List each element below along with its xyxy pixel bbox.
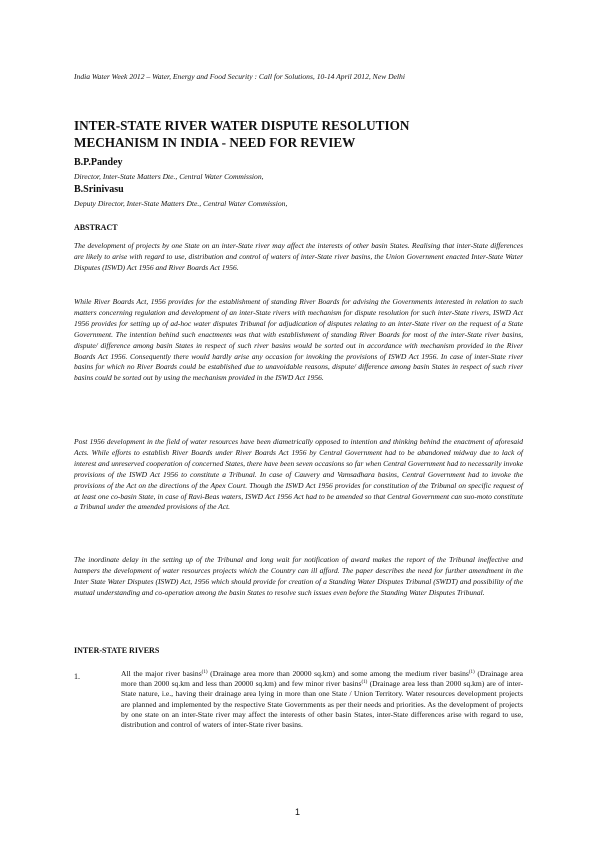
footnote-ref-2: (1)	[468, 670, 475, 675]
abstract-paragraph-2: While River Boards Act, 1956 provides for the establishment of standing River Boards for advising the Governments interested in relation to such matters concerning regulation and development of an inter-State rivers with mechanism for dispute resolution for such inter-State rivers, ISWD Act 1956 provides for setting up of ad-hoc water disputes Tribunal for adjudication of disputes relating to an inter-State river on the request of a State Government. The intention behind such enactments was that with establishment of standing River Boards for most of the inter-State river basins, dispute/ difference among basin States in respect of such river basins would be sorted out in accordance with mechanism provided in the River Boards Act 1956. Consequently there would hardly arise any occasion for invoking the provisions of ISWD Act 1956. In case of inter-State river basins for which no River Boards could be established due to unavoidable reasons, dispute/ difference among basin States in respect of such river basins could be sorted out by using the mechanism provided in the ISWD Act 1956.	[74, 297, 523, 383]
paper-title	[74, 117, 534, 151]
abstract-heading: ABSTRACT	[74, 223, 118, 232]
item-text-part-1: All the major river basins	[121, 669, 202, 678]
abstract-paragraph-3: Post 1956 development in the field of water resources have been diametrically opposed to intention and thinking behind the enactment of aforesaid Acts. While efforts to establish River Boards under River Boards Act 1956 by Central Government had to be abandoned midway due to lack of interest and unreserved cooperation of concerned States, there have been seven occasions so far when Central Government had to necessarily invoke provisions of the ISWD Act 1956 to constitute a Tribunal. In case of Cauvery and Vamsadhara basins, Central Government had to invoke the provisions of the Act on the directions of the Apex Court. Though the ISWD Act 1956 provides for constitution of the Tribunal on specific request of at least one co-basin State, in case of Ravi-Beas waters, ISWD Act 1956 Act had to be amended so that Central Government can suo-moto constitute a Tribunal under the amended provisions of the Act.	[74, 437, 523, 512]
footnote-ref-3: (1)	[361, 680, 368, 686]
page-number: 1	[294, 807, 300, 817]
footnote-ref-1: (1)	[201, 670, 208, 675]
list-item-number: 1.	[74, 672, 80, 681]
item-text-part-3: (Drainage area more than 2000 sq.km and less than 20000 sq.km) and few minor river basins	[121, 669, 523, 689]
author-2-affiliation: Deputy Director, Inter-State Matters Dte., Central Water Commission,	[74, 199, 288, 208]
section-heading-inter-state-rivers: INTER-STATE RIVERS	[74, 646, 160, 655]
author-1-name: B.P.Pandey	[74, 157, 123, 168]
list-item-text	[121, 669, 523, 730]
title-line-2: MECHANISM IN INDIA - NEED FOR REVIEW	[74, 135, 356, 150]
title-line-1: INTER-STATE RIVER WATER DISPUTE RESOLUTION	[74, 118, 410, 133]
abstract-paragraph-4: The inordinate delay in the setting up of the Tribunal and long wait for notification of award makes the report of the Tribunal ineffective and hampers the development of water resources projects which the Country can ill afford. The paper describes the need for further amendment in the Inter State Water Disputes (ISWD) Act, 1956 which should provide for creation of a Standing Water Disputes Tribunal (SWDT) and possibility of the mutual understanding and co-operation among the basin States to resolve such issues even before the Standing Water Disputes Tribunal.	[74, 555, 523, 597]
author-2-name: B.Srinivasu	[74, 184, 124, 195]
abstract-paragraph-1: The development of projects by one State on an inter-State river may affect the interests of other basin States. Realising that inter-State differences are likely to arise with regard to use, distribution and control of waters of inter-State river basins, the Union Government enacted Inter-State Water Disputes (ISWD) Act 1956 and River Boards Act 1956.	[74, 241, 523, 272]
running-header: India Water Week 2012 – Water, Energy and Food Security : Call for Solutions, 10-14 April 2012, New Delhi	[74, 72, 405, 81]
item-text-part-2: (Drainage area more than 20000 sq.km) and some among the medium river basins	[207, 669, 469, 678]
item-text-part-4: (Drainage area less than 2000 sq.km) are of inter-State nature, i.e., having their drainage area lying in more than one State / Union Territory. Water resources development projects are planned and implemented by the respective State Governments as per their needs and priorities. As the development of projects by one state on an inter-State river may affect the interests of other basin States, inter-State differences arise with regard to use, distribution and control of waters of inter-State river basins.	[121, 679, 523, 730]
author-1-affiliation: Director, Inter-State Matters Dte., Central Water Commission,	[74, 172, 264, 181]
